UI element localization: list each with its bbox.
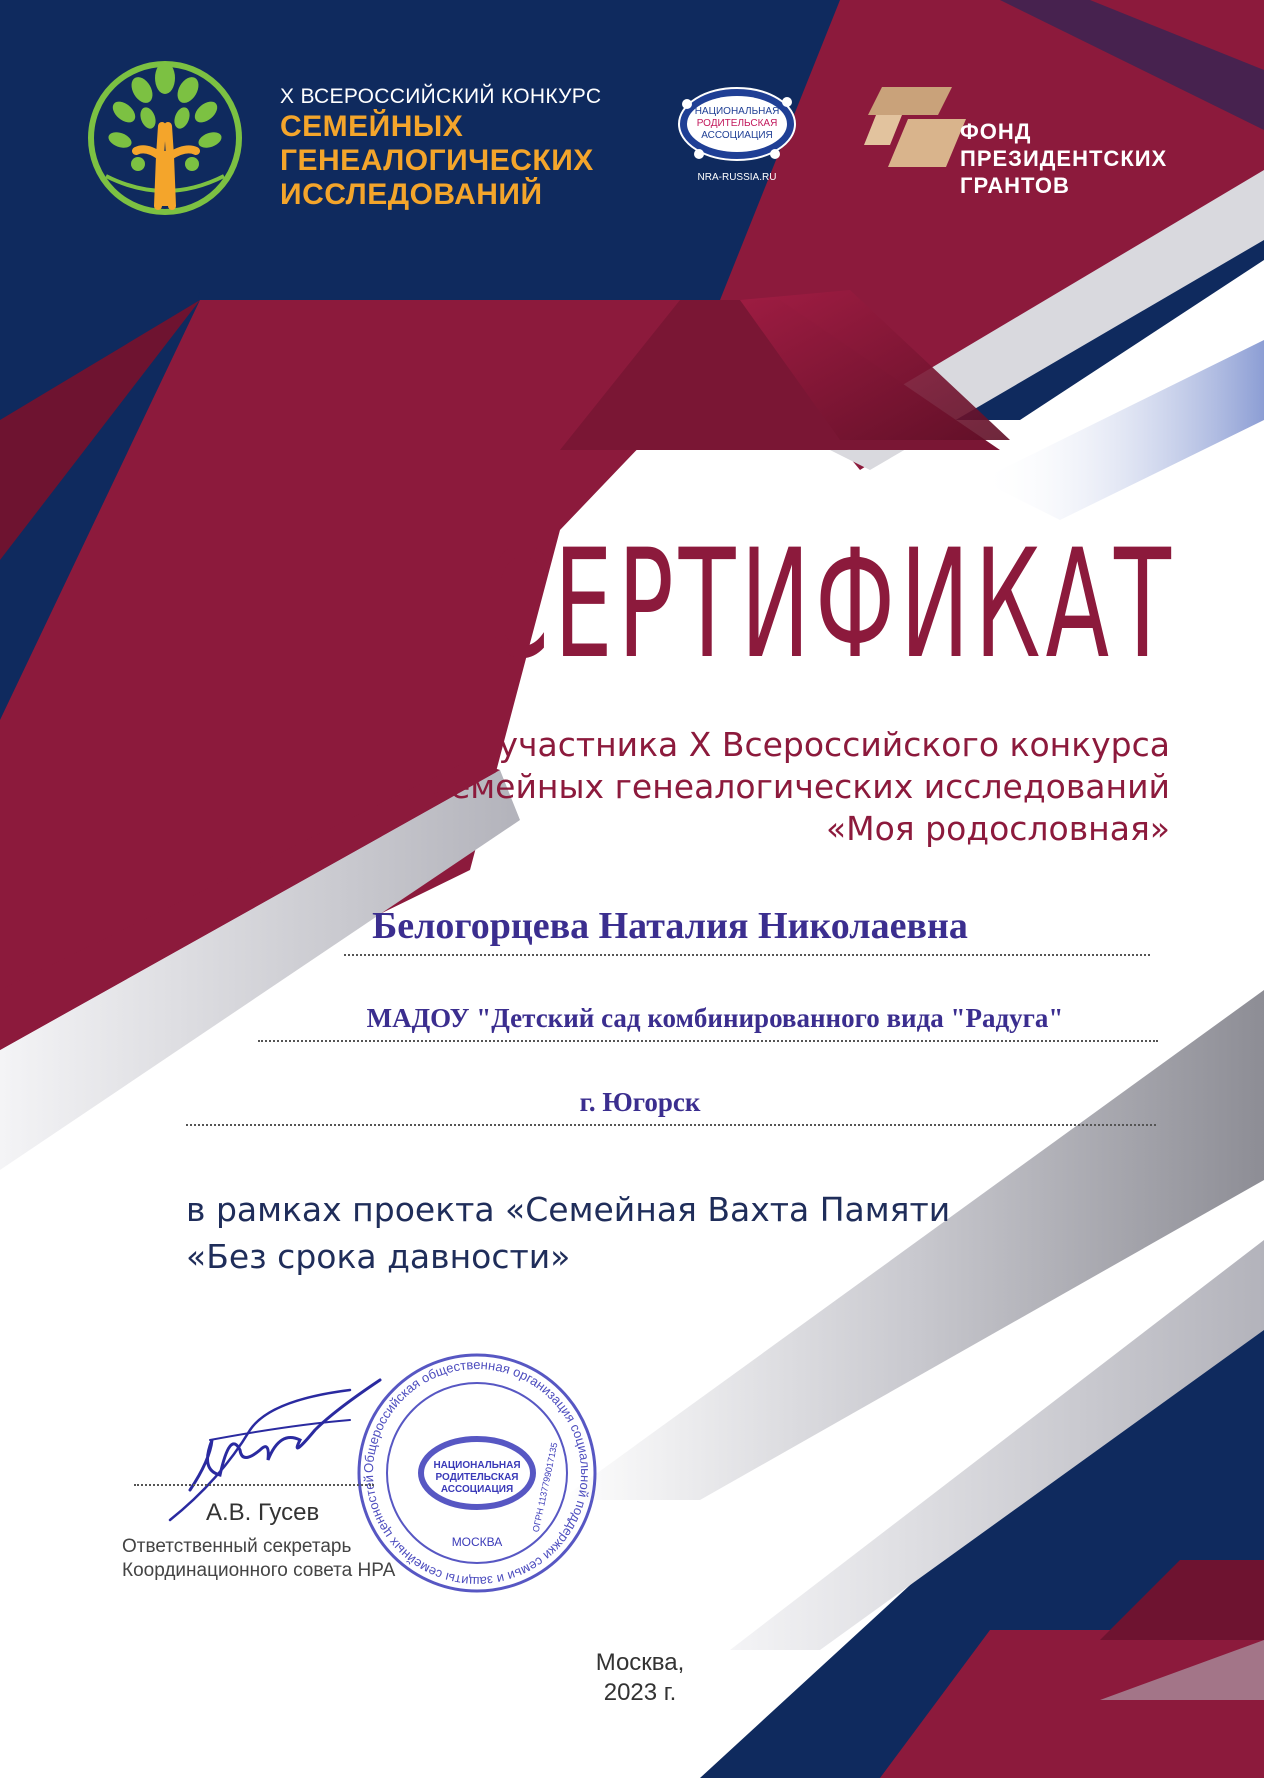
presidential-grants-logo-icon — [862, 85, 972, 169]
subtitle-line2: семейных генеалогических исследований — [431, 767, 1170, 806]
contest-title-line4: ИССЛЕДОВАНИЙ — [280, 178, 543, 211]
tree-logo-icon — [76, 56, 254, 216]
project-text — [186, 1186, 950, 1280]
nra-logo-line1: НАЦИОНАЛЬНАЯ — [694, 106, 780, 117]
stamp-nra-line1: НАЦИОНАЛЬНАЯ — [433, 1460, 521, 1471]
stamp-nra-line3: АССОЦИАЦИЯ — [440, 1484, 514, 1495]
contest-title-line2: СЕМЕЙНЫХ — [280, 110, 464, 143]
nra-logo — [665, 72, 810, 192]
city-dotted-line — [186, 1124, 1156, 1126]
city-name: г. Югорск — [579, 1087, 701, 1117]
subtitle-line1: участника X Всероссийского конкурса — [498, 725, 1170, 764]
name-dotted-line — [344, 954, 1150, 956]
nra-logo-line3: АССОЦИАЦИЯ — [701, 130, 773, 141]
place-and-year — [560, 1648, 720, 1708]
presidential-grants-title — [960, 118, 1200, 199]
fund-line1: ФОНД — [960, 119, 1032, 144]
signer-role-line1: Ответственный секретарь — [122, 1536, 352, 1557]
organization-name: МАДОУ "Детский сад комбинированного вида "Радуга" — [366, 1003, 1064, 1033]
fund-line2: ПРЕЗИДЕНТСКИХ — [960, 146, 1168, 171]
contest-title-line3: ГЕНЕАЛОГИЧЕСКИХ — [280, 144, 594, 177]
signer-role-line2: Координационного совета НРА — [122, 1560, 396, 1581]
nra-logo-line2: РОДИТЕЛЬСКАЯ — [696, 118, 778, 129]
certificate-subtitle — [432, 724, 1170, 850]
stamp-outer-text: Общероссийская общественная организация социальной поддержки семьи и защиты семейных ценностей — [360, 1356, 594, 1590]
certificate-title: СЕРТИФИКАТ — [484, 518, 1176, 692]
fund-line3: ГРАНТОВ — [960, 173, 1070, 198]
signer-role — [122, 1535, 395, 1583]
subtitle-line3: «Моя родословная» — [825, 809, 1170, 848]
stamp-ogrn: ОГРН 1137799017135 — [530, 1441, 560, 1534]
signature-dotted-line — [134, 1484, 374, 1486]
contest-title — [280, 84, 640, 212]
project-line1: в рамках проекта «Семейная Вахта Памяти — [186, 1190, 951, 1229]
stamp-city: МОСКВА — [451, 1535, 503, 1549]
signer-name: А.В. Гусев — [206, 1499, 320, 1526]
project-line2: «Без срока давности» — [186, 1237, 571, 1276]
place-year: 2023 г. — [603, 1679, 677, 1706]
nra-site-link: NRA-RUSSIA.RU — [697, 172, 777, 183]
contest-title-line1: X ВСЕРОССИЙСКИЙ КОНКУРС — [280, 85, 602, 108]
stamp-nra-line2: РОДИТЕЛЬСКАЯ — [435, 1472, 519, 1483]
participant-name: Белогорцева Наталия Николаевна — [372, 905, 968, 947]
organization-dotted-line — [258, 1040, 1158, 1042]
place-city: Москва, — [595, 1649, 685, 1676]
nra-logo-icon — [665, 72, 810, 192]
